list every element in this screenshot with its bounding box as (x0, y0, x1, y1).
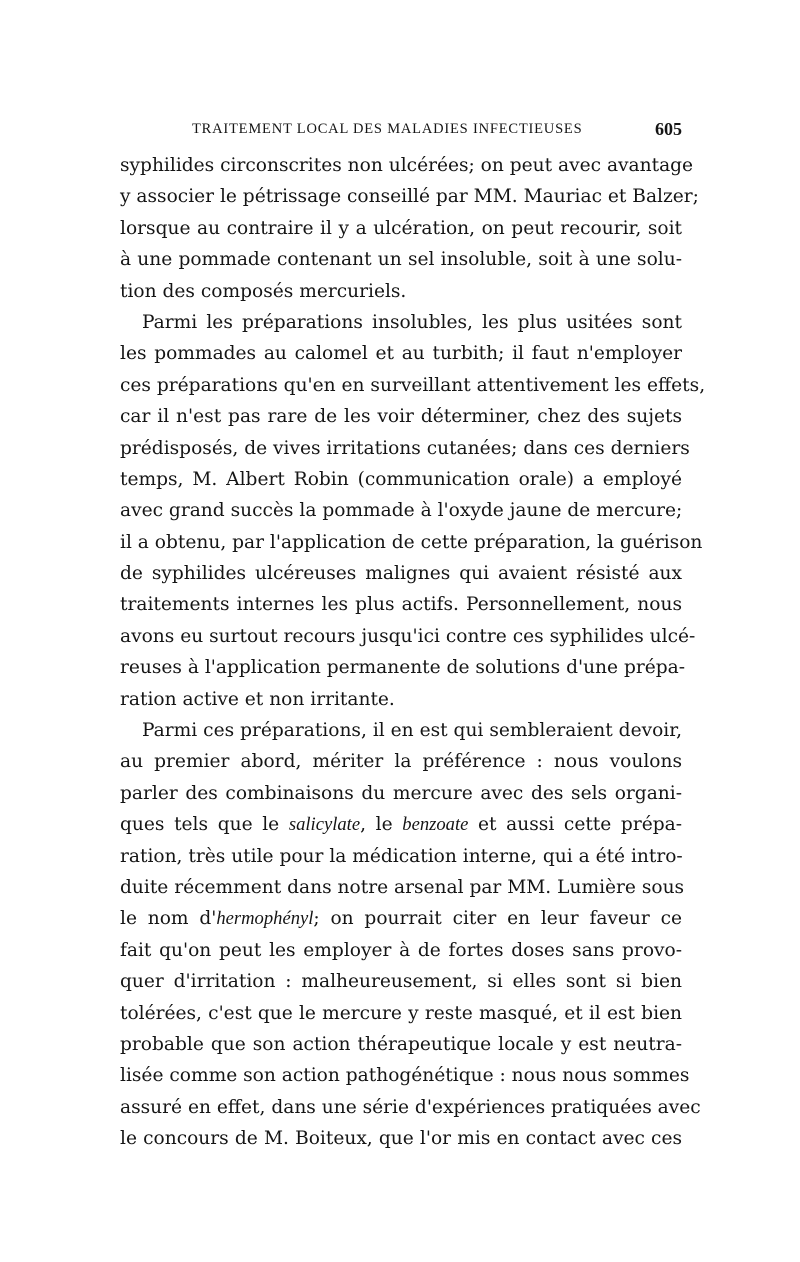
running-head (120, 116, 682, 142)
text-line: y associer le pétrissage conseillé par MM. Mauriac et Balzer; (120, 186, 699, 208)
text-line: Parmi ces préparations, il en est qui sembleraient devoir, (142, 720, 682, 742)
body-text (120, 150, 706, 1155)
page-number: 605 (655, 119, 682, 139)
text-line: car il n'est pas rare de les voir déterminer, chez des sujets (120, 406, 682, 428)
text-line: quer d'irritation : malheureusement, si elles sont si bien (120, 971, 682, 993)
italic-term: salicylate (288, 814, 361, 836)
text-run: et aussi cette prépa- (468, 814, 682, 836)
text-line: probable que son action thérapeutique locale y est neutra- (120, 1033, 682, 1055)
text-line: avons eu surtout recours jusqu'ici contre ces syphilides ulcé- (120, 625, 696, 647)
text-line: le concours de M. Boiteux, que l'or mis en contact avec ces (120, 1128, 682, 1150)
book-page (120, 116, 706, 1155)
text-line: prédisposés, de vives irritations cutanées; dans ces derniers (120, 437, 690, 459)
text-line (120, 903, 682, 934)
text-line: avec grand succès la pommade à l'oxyde jaune de mercure; (120, 500, 683, 522)
text-line: reuses à l'application permanente de solutions d'une prépa- (120, 657, 686, 679)
running-title: TRAITEMENT LOCAL DES MALADIES INFECTIEUSES (192, 121, 583, 137)
text-line: ration, très utile pour la médication interne, qui a été intro- (120, 845, 683, 867)
text-line: au premier abord, mériter la préférence : nous voulons (120, 751, 682, 773)
text-line: traitements internes les plus actifs. Personnellement, nous (120, 594, 682, 616)
text-line: assuré en effet, dans une série d'expériences pratiquées avec (120, 1096, 701, 1118)
text-line: à une pommade contenant un sel insoluble, soit à une solu- (120, 249, 682, 271)
text-line: lisée comme son action pathogénétique : nous nous sommes (120, 1065, 690, 1087)
text-line: ces préparations qu'en en surveillant attentivement les effets, (120, 374, 706, 396)
text-line: tion des composés mercuriels. (120, 280, 407, 302)
text-line: Parmi les préparations insolubles, les plus usitées sont (142, 311, 682, 333)
text-line: parler des combinaisons du mercure avec des sels organi- (120, 782, 682, 804)
text-line: de syphilides ulcéreuses malignes qui avaient résisté aux (120, 563, 682, 585)
text-line: ration active et non irritante. (120, 688, 395, 710)
text-line: duite récemment dans notre arsenal par MM. Lumière sous (120, 876, 685, 898)
text-run: le nom d' (120, 908, 217, 930)
text-line: lorsque au contraire il y a ulcération, on peut recourir, soit (120, 217, 682, 239)
text-run: , le (360, 814, 403, 836)
text-line: tolérées, c'est que le mercure y reste masqué, et il est bien (120, 1002, 682, 1024)
italic-term: hermophényl (216, 908, 314, 930)
text-line: les pommades au calomel et au turbith; il faut n'employer (120, 343, 682, 365)
text-run: ques tels que le (120, 814, 289, 836)
text-line: syphilides circonscrites non ulcérées; on peut avec avantage (120, 155, 694, 176)
text-run: ; on pourrait citer en leur faveur ce (313, 908, 682, 930)
italic-term: benzoate (402, 814, 469, 836)
text-line: fait qu'on peut les employer à de fortes doses sans provo- (120, 939, 682, 961)
text-line: temps, M. Albert Robin (communication orale) a employé (120, 468, 682, 490)
text-line (120, 809, 682, 840)
text-line: il a obtenu, par l'application de cette préparation, la guérison (120, 531, 703, 553)
